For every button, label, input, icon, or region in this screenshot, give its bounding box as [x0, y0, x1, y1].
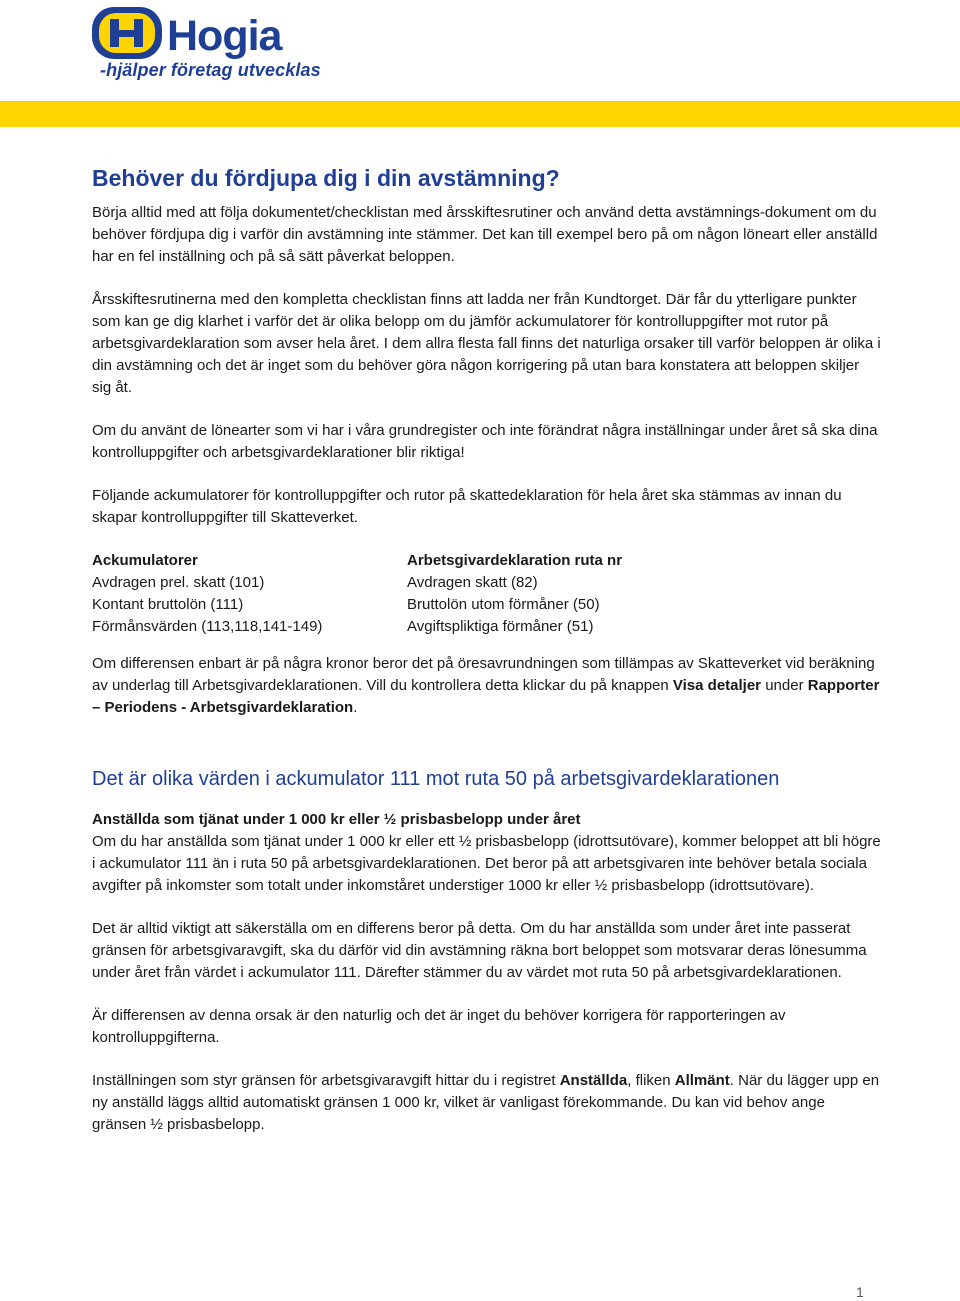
intro-paragraph-1: Börja alltid med att följa dokumentet/checklistan med årsskiftesrutiner och använd detta avstämnings-dokument om du behöver fördjupa dig i varför din avstämning inte stämmer. Det kan till exempel bero på om någon löneart eller anställd har en fel inställning och på så sätt påverkat beloppen. — [92, 204, 878, 265]
table-cell: Kontant bruttolön (111) — [92, 596, 244, 613]
difference-paragraph — [92, 653, 882, 719]
diff-text-1: Om differensen enbart är på några kronor beror det på öresavrundningen som tillämpas av Skatteverket vid beräkning av underlag till Arbetsgivardeklarationen. Vill du kontrollera detta klickar du på knappen — [92, 655, 875, 694]
table-cell: Avdragen skatt (82) — [407, 574, 538, 591]
table-cell: Förmånsvärden (113,118,141-149) — [92, 618, 323, 635]
intro-paragraph-3: Om du använt de lönearter som vi har i våra grundregister och inte förändrat några inställningar under året så ska dina kontrolluppgifter och arbetsgivardeklarationer blir riktiga! — [92, 422, 878, 461]
menu-path-label: Rapporter – Periodens - Arbetsgivardeklaration — [92, 677, 880, 716]
register-name: Anställda — [559, 1072, 628, 1089]
logo-text: Hogia — [167, 12, 282, 60]
table-cell: Avgiftspliktiga förmåner (51) — [407, 618, 594, 635]
intro-paragraph-2: Årsskiftesrutinerna med den kompletta checklistan finns att ladda ner från Kundtorget. Där får du ytterligare punkter som kan ge dig klarhet i varför det är olika belopp om du jämför ackumulatorer för kontrolluppgifter mot rutor på arbetsgivardeklaration som avser hela året. I dem allra flesta fall finns det naturliga orsaker till varför beloppen är olika i din avstämning och det är inget som du behöver göra någon korrigering på utan bara konstatera att beloppen skiljer sig åt. — [92, 291, 881, 396]
intro-paragraph-4: Följande ackumulatorer för kontrolluppgifter och rutor på skattedeklaration för hela året ska stämmas av innan du skapar kontrolluppgifter till Skatteverket. — [92, 487, 842, 526]
diff-text-3: . — [353, 699, 358, 716]
tab-name: Allmänt — [674, 1072, 730, 1089]
section-heading: Det är olika värden i ackumulator 111 mot ruta 50 på arbetsgivardeklarationen — [92, 768, 780, 790]
table-cell: Bruttolön utom förmåner (50) — [407, 596, 600, 613]
page-title: Behöver du fördjupa dig i din avstämning? — [92, 165, 560, 191]
p4-text-a: Inställningen som styr gränsen för arbetsgivaravgift hittar du i registret — [92, 1072, 560, 1089]
accumulator-column — [92, 550, 407, 638]
section-paragraph-1: Om du har anställda som tjänat under 1 000 kr eller ett ½ prisbasbelopp (idrottsutövare), kommer beloppet att bli högre i ackumulator 111 än i ruta 50 på arbetsgivardeklarationen. Det beror på att arbetsgivaren inte behöver betala sociala avgifter på inkomster som totalt under inkomståret understiger 1000 kr eller ½ prisbasbelopp (idrottsutövare). — [92, 833, 881, 894]
section-paragraph-3: Är differensen av denna orsak är den naturlig och det är inget du behöver korrigera för rapporteringen av kontrolluppgifterna. — [92, 1007, 786, 1046]
page-header — [0, 0, 960, 130]
column-header-accumulators: Ackumulatorer — [92, 552, 198, 569]
accumulator-table — [92, 550, 882, 638]
column-header-declaration: Arbetsgivardeklaration ruta nr — [407, 552, 623, 569]
section-subheading: Anställda som tjänat under 1 000 kr eller ½ prisbasbelopp under året — [92, 811, 581, 828]
declaration-column — [407, 550, 807, 638]
table-cell: Avdragen prel. skatt (101) — [92, 574, 265, 591]
p4-text-d: . När du lägger upp en ny anställd läggs alltid automatiskt gränsen 1 000 kr, vilket är vanligast förekommande. Du kan vid behov ange gränsen ½ prisbasbelopp. — [92, 1072, 880, 1133]
tagline: -hjälper företag utvecklas — [100, 60, 321, 80]
section-paragraph-2: Det är alltid viktigt att säkerställa om en differens beror på detta. Om du har anställda som under året inte passerat gränsen för arbetsgivaravgift, ska du därför vid din avstämning räkna bort beloppet som motsvarar deras lönesumma under året från värdet i ackumulator 111. Därefter stämmer du av värdet mot ruta 50 på arbetsgivardeklarationen. — [92, 920, 867, 981]
document-body — [92, 162, 882, 1136]
page-number: 1 — [856, 1284, 864, 1300]
diff-text-2: under — [761, 677, 808, 694]
header-yellow-bar — [0, 101, 960, 127]
section-paragraph-4 — [92, 1070, 882, 1136]
visa-detaljer-label: Visa detaljer — [672, 677, 762, 694]
p4-text-c: , fliken — [627, 1072, 675, 1089]
